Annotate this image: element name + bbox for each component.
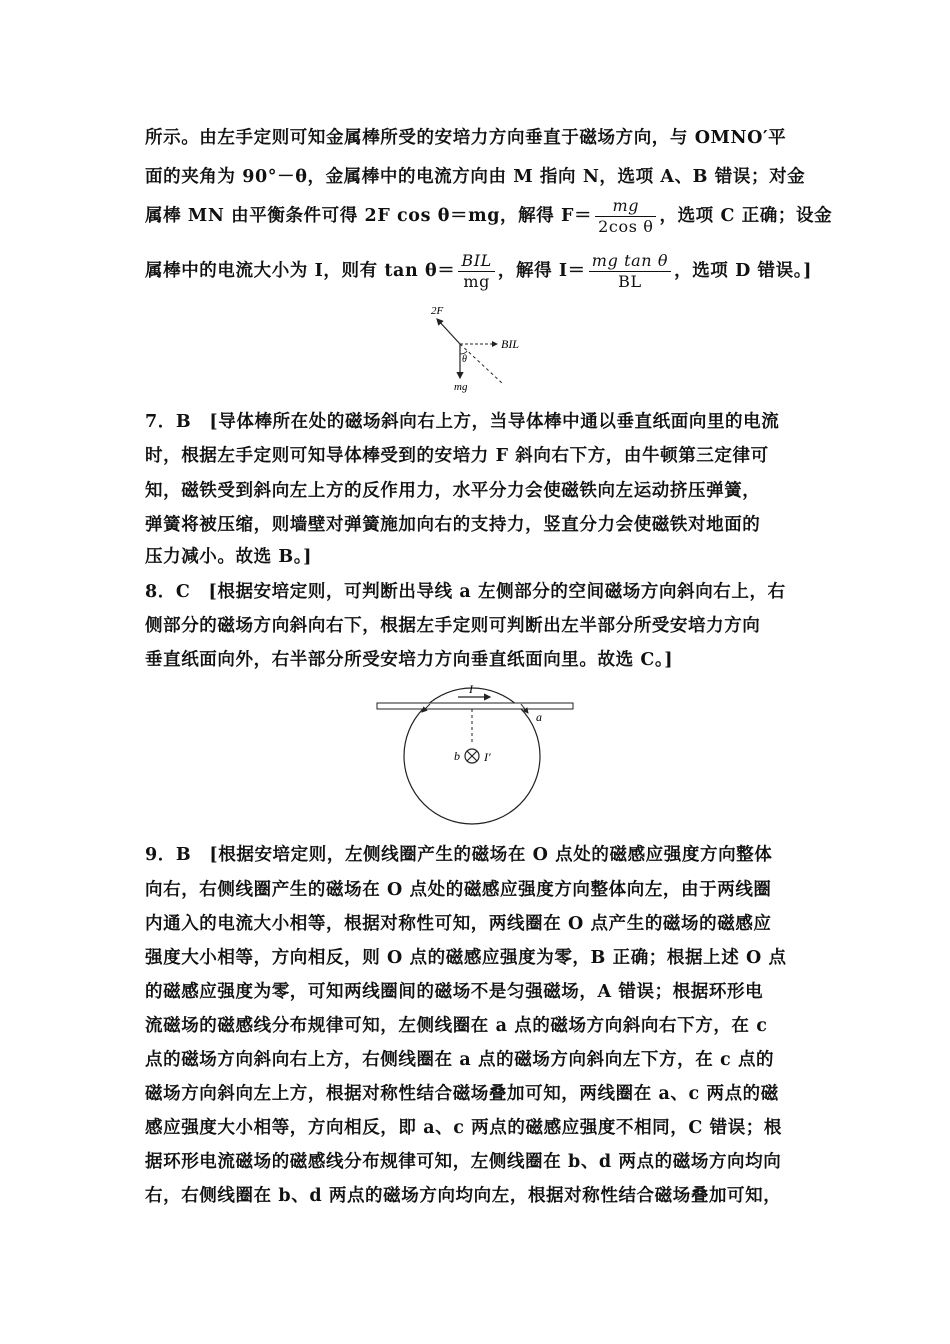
prev-line-4 — [145, 251, 812, 292]
prev-line-3 — [145, 196, 832, 237]
prev-line-4-tail: ，选项 D 错误。] — [674, 261, 812, 281]
answer9-line-9: 感应强度大小相等，方向相反，即 a、c 两点的磁感应强度不相同，C 错误；根 — [145, 1118, 782, 1138]
label-theta: θ — [462, 354, 467, 365]
fraction-f — [595, 196, 656, 237]
answer7-line-5: 压力减小。故选 B。] — [145, 547, 313, 567]
answer9-line-5: 的磁感应强度为零，可知两线圈间的磁场不是匀强磁场，A 错误；根据环形电 — [145, 982, 764, 1002]
answer7-line-1: 7．B [导体棒所在处的磁场斜向右上方，当导体棒中通以垂直纸面向里的电流 — [145, 412, 780, 432]
straight-wire — [377, 703, 573, 709]
answer8-line-3: 垂直纸面向外，右半部分所受安培力方向垂直纸面向里。故选 C。] — [145, 650, 674, 670]
fraction-i — [589, 251, 671, 292]
answer7-line-2: 时，根据左手定则可知导体棒受到的安培力 F 斜向右下方，由牛顿第三定律可 — [145, 446, 769, 466]
answer7-line-4: 弹簧将被压缩，则墙壁对弹簧施加向右的支持力，竖直分力会使磁铁对地面的 — [145, 515, 761, 535]
answer9-line-11: 右，右侧线圈在 b、d 两点的磁场方向均向左，根据对称性结合磁场叠加可知， — [145, 1186, 782, 1206]
fraction-f-denominator: 2cos θ — [598, 217, 654, 236]
arrow-2f — [437, 319, 460, 344]
answer9-line-8: 磁场方向斜向左上方，根据对称性结合磁场叠加可知，两线圈在 a、c 两点的磁 — [145, 1084, 779, 1104]
answer9-line-2: 向右，右侧线圈产生的磁场在 O 点处的磁感应强度方向整体向左，由于两线圈 — [145, 880, 772, 900]
fraction-tan — [458, 251, 495, 292]
answer9-line-1: 9．B [根据安培定则，左侧线圈产生的磁场在 O 点处的磁感应强度方向整体 — [145, 845, 773, 865]
label-i-prime: I′ — [484, 750, 491, 764]
label-mg: mg — [454, 381, 468, 393]
fraction-tan-numerator: BIL — [458, 251, 495, 272]
fraction-f-numerator: mg — [595, 196, 656, 217]
label-b: b — [454, 749, 460, 763]
answer9-line-10: 据环形电流磁场的磁感线分布规律可知，左侧线圈在 b、d 两点的磁场方向均向 — [145, 1152, 782, 1172]
prev-line-3-tail: ，选项 C 正确；设金 — [659, 206, 833, 226]
answer9-line-6: 流磁场的磁感线分布规律可知，左侧线圈在 a 点的磁场方向斜向右下方，在 c — [145, 1016, 768, 1036]
prev-line-4-text: 属棒中的电流大小为 I，则有 tan θ＝ — [145, 261, 456, 281]
label-2f: 2F — [431, 305, 444, 317]
fraction-tan-denominator: mg — [463, 272, 490, 291]
answer9-line-7: 点的磁场方向斜向右上方，右侧线圈在 a 点的磁场方向斜向左下方，在 c 点的 — [145, 1050, 775, 1070]
prev-line-4-mid: ，解得 I＝ — [497, 261, 586, 281]
answer8-line-2: 侧部分的磁场方向斜向右下，根据左手定则可判断出左半部分所受安培力方向 — [145, 616, 761, 636]
answer8-line-1: 8．C [根据安培定则，可判断出导线 a 左侧部分的空间磁场方向斜向右上，右 — [145, 582, 786, 602]
force-diagram — [425, 300, 535, 395]
prev-line-2: 面的夹角为 90°－θ，金属棒中的电流方向由 M 指向 N，选项 A、B 错误；对金 — [145, 167, 806, 187]
answer9-line-3: 内通入的电流大小相等，根据对称性可知，两线圈在 O 点产生的磁场的磁感应 — [145, 914, 772, 934]
prev-line-1: 所示。由左手定则可知金属棒所受的安培力方向垂直于磁场方向，与 OMNO′平 — [145, 128, 787, 148]
prev-line-3-text: 属棒 MN 由平衡条件可得 2F cos θ＝mg，解得 F＝ — [145, 206, 593, 226]
answer7-line-3: 知，磁铁受到斜向左上方的反作用力，水平分力会使磁铁向左运动挤压弹簧， — [145, 481, 761, 501]
fraction-i-numerator: mg tan θ — [589, 251, 671, 272]
fraction-i-denominator: BL — [618, 272, 642, 291]
label-bil: BIL — [501, 337, 519, 351]
wire-circle-diagram — [370, 680, 585, 825]
answer9-line-4: 强度大小相等，方向相反，则 O 点的磁感应强度为零，B 正确；根据上述 O 点 — [145, 948, 787, 968]
label-a: a — [536, 710, 542, 724]
label-i: I — [469, 682, 473, 696]
